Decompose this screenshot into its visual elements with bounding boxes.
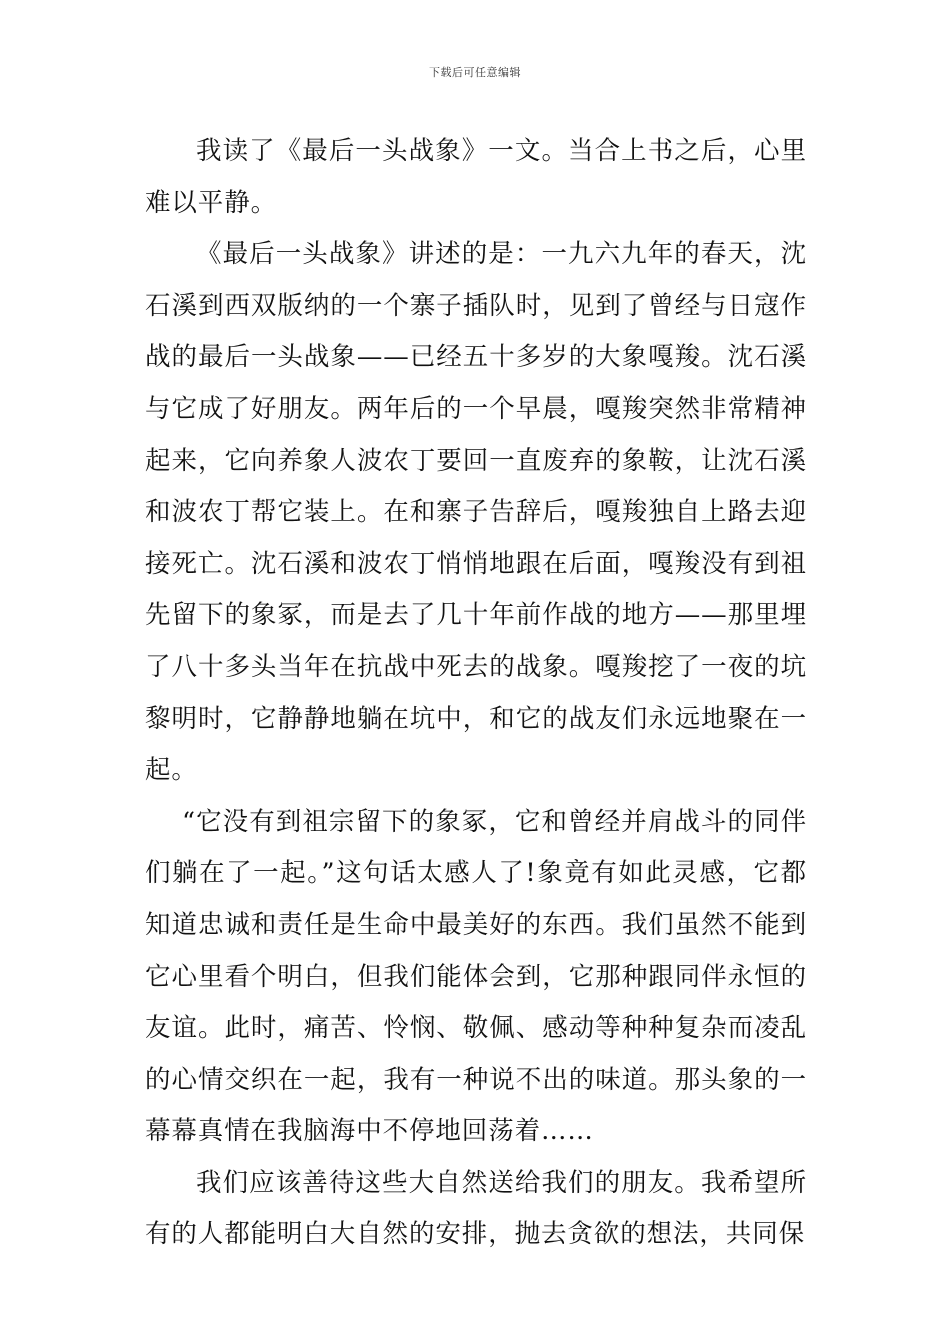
paragraph-intro: 我读了《最后一头战象》一文。当合上书之后，心里难以平静。	[145, 136, 807, 218]
paragraph-reflection: “它没有到祖宗留下的象冢，它和曾经并肩战斗的同伴们躺在了一起。”这句话太感人了!象竟有如此灵感，它都知道忠诚和责任是生命中最美好的东西。我们虽然不能到它心里看个明白，但我们能体会到，它那种跟同伴永恒的友谊。此时，痛苦、怜悯、敬佩、感动等种种复杂而凌乱的心情交织在一起，我有一种说不出的味道。那头象的一幕幕真情在我脑海中不停地回荡着……	[145, 806, 807, 1147]
paragraph-summary: 《最后一头战象》讲述的是：一九六九年的春天，沈石溪到西双版纳的一个寨子插队时，见到了曾经与日寇作战的最后一头战象——已经五十多岁的大象嘎羧。沈石溪与它成了好朋友。两年后的一个早晨，嘎羧突然非常精神起来，它向养象人波农丁要回一直废弃的象鞍，让沈石溪和波农丁帮它装上。在和寨子告辞后，嘎羧独自上路去迎接死亡。沈石溪和波农丁悄悄地跟在后面，嘎羧没有到祖先留下的象冢，而是去了几十年前作战的地方——那里埋了八十多头当年在抗战中死去的战象。嘎羧挖了一夜的坑黎明时，它静静地躺在坑中，和它的战友们永远地聚在一起。	[145, 239, 807, 786]
paragraph-conclusion: 我们应该善待这些大自然送给我们的朋友。我希望所有的人都能明白大自然的安排，抛去贪欲的想法，共同保	[145, 1167, 807, 1250]
page-header: 下载后可任意编辑	[429, 66, 521, 79]
article-body	[145, 126, 807, 1261]
